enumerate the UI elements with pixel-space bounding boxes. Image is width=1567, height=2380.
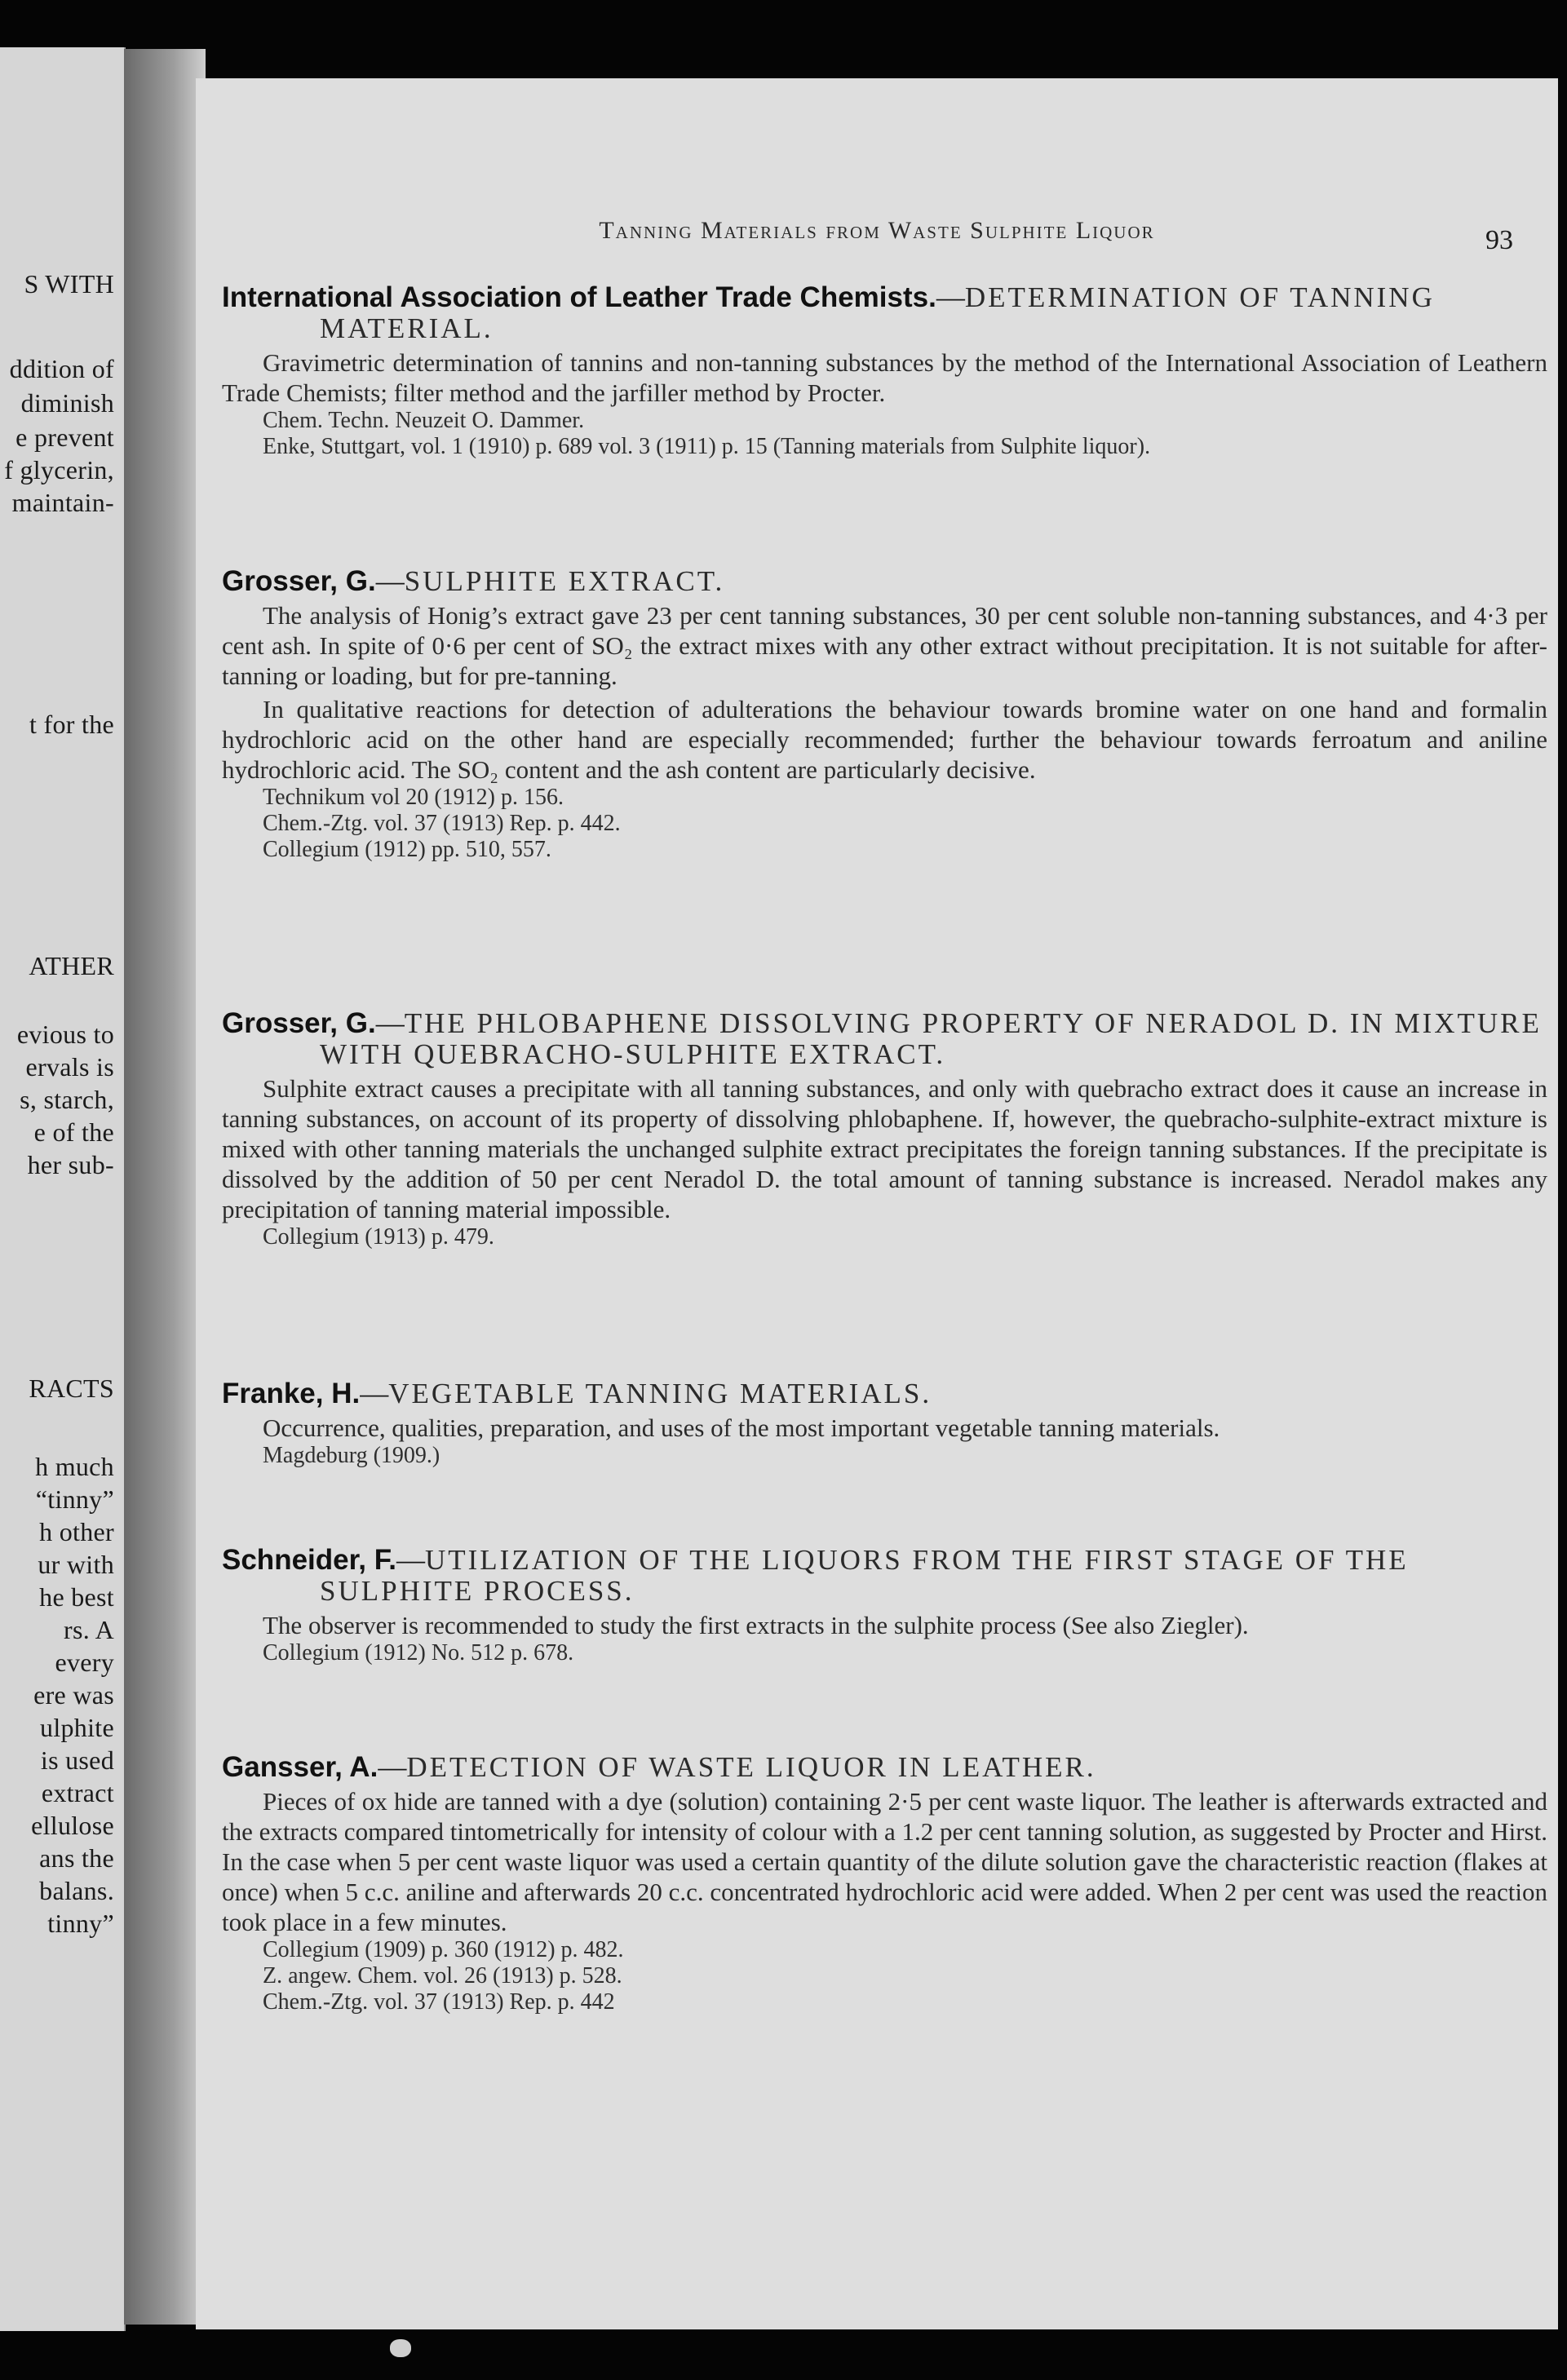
bibliography-entry — [222, 566, 1547, 863]
entry-author: International Association of Leather Trade Chemists. — [222, 281, 936, 313]
bibliography-entry — [222, 1378, 1547, 1469]
left-page-line: h other — [39, 1517, 114, 1546]
left-page-line: evious to — [16, 1020, 114, 1049]
entry-title: DETERMINATION OF TANNING MATERIAL. — [320, 281, 1435, 344]
entry-heading — [222, 1008, 1547, 1070]
entry-abstract: Gravimetric determination of tannins and non-tanning substances by the method of the International Association of Leathern Trade Chemists; filter method and the jarfiller method by Procter. — [222, 348, 1547, 407]
entry-heading — [222, 282, 1547, 344]
left-page-line: s, starch, — [20, 1085, 114, 1114]
entry-reference: Magdeburg (1909.) — [263, 1443, 440, 1468]
entry-reference: Chem.-Ztg. vol. 37 (1913) Rep. p. 442 — [263, 1989, 615, 2015]
entry-reference: Collegium (1909) p. 360 (1912) p. 482. — [263, 1937, 624, 1962]
entry-reference: Collegium (1912) pp. 510, 557. — [263, 837, 551, 862]
left-page-line: tinny” — [47, 1909, 114, 1938]
entry-reference: Z. angew. Chem. vol. 26 (1913) p. 528. — [263, 1963, 622, 1988]
left-page-line: is used — [40, 1745, 114, 1775]
entry-reference: Chem.-Ztg. vol. 37 (1913) Rep. p. 442. — [263, 811, 621, 836]
running-head: Tanning Materials from Waste Sulphite Liquor — [599, 217, 1155, 244]
bibliography-entry — [222, 1545, 1547, 1666]
entry-dash: — — [936, 281, 965, 313]
left-page-line: e of the — [33, 1117, 114, 1147]
entry-abstract: The analysis of Honig’s extract gave 23 per cent tanning substances, 30 per cent soluble non-tanning substances, and 4·3 per cent ash. In spite of 0·6 per cent of SO₂ the extract mixes with any other extract without precipitation. It is not suitable for after-tanning or loading, but for pre-tanning. — [222, 601, 1547, 690]
left-page-line: rs. A — [64, 1615, 114, 1644]
entry-title: SULPHITE EXTRACT. — [404, 565, 725, 597]
left-page-line: ddition of — [9, 354, 114, 383]
entry-title: VEGETABLE TANNING MATERIALS. — [388, 1378, 932, 1409]
right-page — [196, 78, 1558, 2329]
entry-author: Grosser, G. — [222, 565, 376, 597]
entry-author: Schneider, F. — [222, 1544, 396, 1576]
entry-abstract: Occurrence, qualities, preparation, and uses of the most important vegetable tanning materials. — [263, 1413, 1220, 1442]
left-page-line: ATHER — [29, 951, 114, 980]
book-gutter — [124, 49, 206, 2325]
left-page-line: RACTS — [29, 1374, 114, 1403]
entry-heading — [222, 566, 1547, 597]
left-page-line: maintain- — [11, 488, 114, 517]
entry-author: Franke, H. — [222, 1378, 361, 1409]
entry-heading — [222, 1545, 1547, 1607]
entry-dash: — — [375, 565, 405, 597]
entry-abstract: In qualitative reactions for detection of adulterations the behaviour towards bromine water on one hand and formalin hydrochloric acid on the other hand are especially recommended; further the behaviour towards ferroatum and aniline hydrochloric acid. The SO₂ content and the ash content are particularly decisive. — [222, 695, 1547, 784]
entry-dash: — — [360, 1378, 389, 1409]
bibliography-entry — [222, 1752, 1547, 2015]
left-page-line: her sub- — [27, 1150, 114, 1179]
left-page — [0, 47, 126, 2331]
left-page-line: ellulose — [31, 1811, 114, 1840]
left-page-line: ulphite — [40, 1713, 114, 1742]
bibliography-entry — [222, 282, 1547, 460]
entry-reference: Technikum vol 20 (1912) p. 156. — [263, 785, 564, 810]
left-page-line: “tinny” — [35, 1484, 114, 1514]
bibliography-entry — [222, 1008, 1547, 1250]
entry-heading — [222, 1752, 1547, 1783]
left-page-line: ans the — [39, 1843, 114, 1873]
entry-title: UTILIZATION OF THE LIQUORS FROM THE FIRST STAGE OF THE SULPHITE PROCESS. — [320, 1544, 1409, 1607]
entry-reference: Collegium (1913) p. 479. — [263, 1224, 494, 1250]
left-page-line: t for the — [29, 710, 114, 739]
left-page-line: every — [55, 1648, 114, 1677]
entry-dash: — — [375, 1007, 405, 1039]
left-page-line: S WITH — [24, 269, 114, 299]
entry-reference: Collegium (1912) No. 512 p. 678. — [263, 1640, 574, 1666]
entry-dash: — — [378, 1751, 407, 1783]
entry-author: Grosser, G. — [222, 1007, 376, 1039]
left-page-line: diminish — [20, 388, 114, 418]
left-page-line: e prevent — [15, 422, 114, 452]
entry-title: THE PHLOBAPHENE DISSOLVING PROPERTY OF NERADOL D. IN MIXTURE WITH QUEBRACHO-SULPHITE EXTRACT. — [320, 1007, 1542, 1070]
left-page-line: extract — [41, 1778, 114, 1807]
entry-heading — [222, 1378, 1547, 1409]
entry-abstract: The observer is recommended to study the first extracts in the sulphite process (See also Ziegler). — [263, 1611, 1249, 1639]
entry-reference: Enke, Stuttgart, vol. 1 (1910) p. 689 vol. 3 (1911) p. 15 (Tanning materials from Sulphite liquor). — [263, 434, 1151, 459]
entry-title: DETECTION OF WASTE LIQUOR IN LEATHER. — [406, 1751, 1096, 1783]
left-page-line: h much — [35, 1452, 114, 1481]
left-page-line: ere was — [33, 1680, 114, 1710]
entry-author: Gansser, A. — [222, 1751, 378, 1783]
entry-dash: — — [396, 1544, 425, 1576]
page-number: 93 — [1485, 225, 1513, 255]
left-page-line: he best — [39, 1582, 114, 1612]
scan-artifact — [390, 2339, 411, 2357]
left-page-line: ur with — [38, 1550, 114, 1579]
entry-abstract: Pieces of ox hide are tanned with a dye (solution) containing 2·5 per cent waste liquor. The leather is afterwards extracted and the extracts compared tintometrically for intensity of colour with a 1.2 per cent tanning solution, as suggested by Procter and Hirst. In the case when 5 per cent waste liquor was used a certain quantity of the dilute solution gave the characteristic reaction (flakes at once) when 5 c.c. aniline and afterwards 20 c.c. concentrated hydrochloric acid were added. When 2 per cent was used the reaction took place in a few minutes. — [222, 1787, 1547, 1936]
left-page-line: f glycerin, — [4, 455, 114, 484]
entry-reference: Chem. Techn. Neuzeit O. Dammer. — [263, 408, 585, 433]
left-page-line: ervals is — [25, 1052, 114, 1082]
entry-abstract: Sulphite extract causes a precipitate with all tanning substances, and only with quebracho extract does it cause an increase in tanning substances, on account of its property of dissolving phlobaphene. If, however, the quebracho-sulphite-extract mixture is mixed with other tanning materials the unchanged sulphite extract precipitates the foreign tanning substances. If the precipitate is dissolved by the addition of 50 per cent Neradol D. the total amount of tanning substance is increased. Neradol makes any precipitation of tanning material impossible. — [222, 1074, 1547, 1223]
left-page-line: balans. — [39, 1876, 114, 1905]
